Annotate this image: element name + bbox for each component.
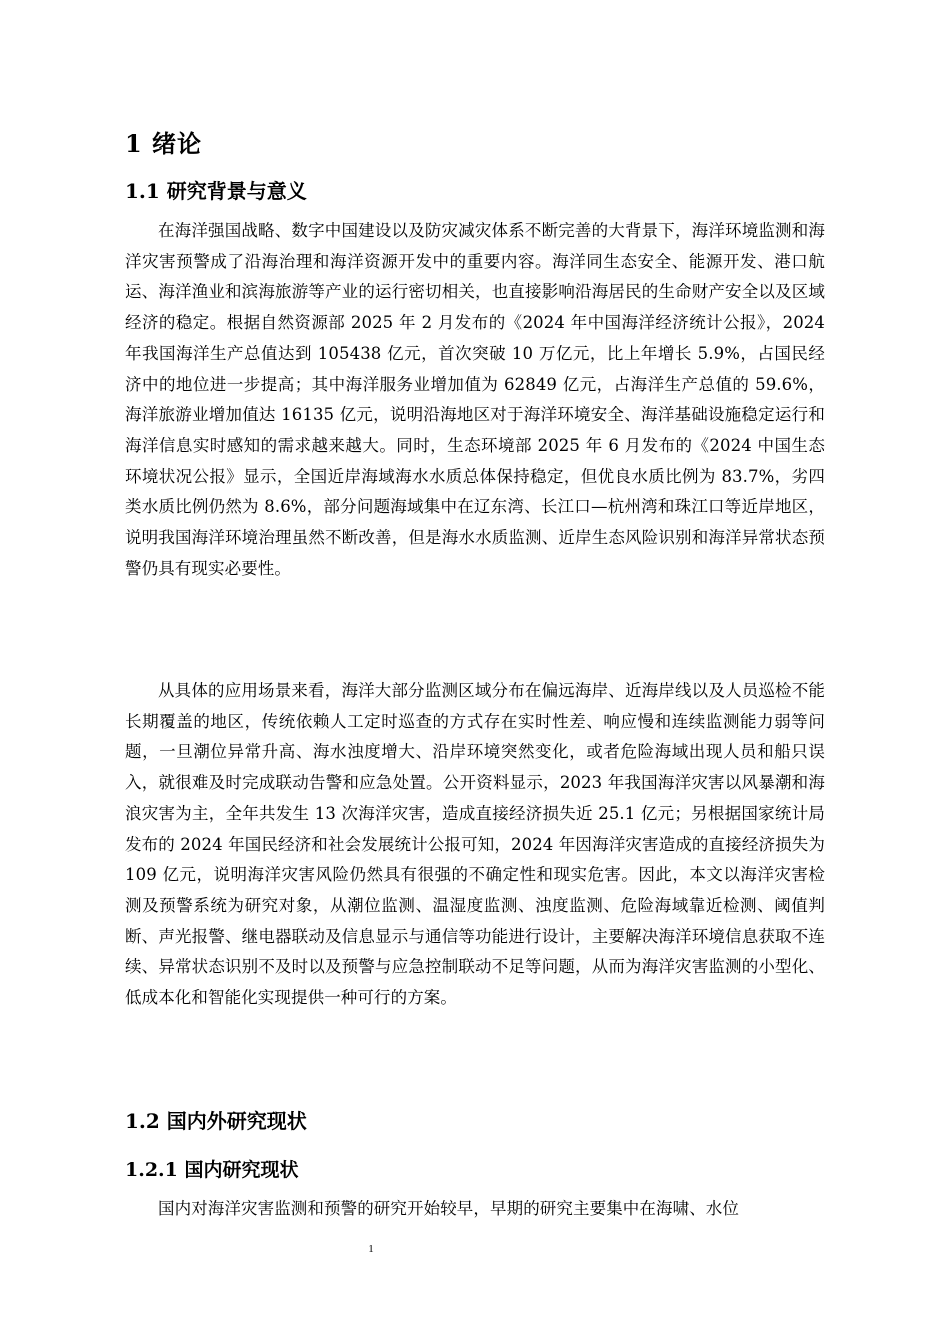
- page-number: 1: [368, 1243, 374, 1255]
- section-1-1-title: 1.1 研究背景与意义: [125, 179, 307, 203]
- body-paragraph: 从具体的应用场景来看，海洋大部分监测区域分布在偏远海岸、近海岸线以及人员巡检不能长期覆盖的地区，传统依赖人工定时巡查的方式存在实时性差、响应慢和连续监测能力弱等问题，一旦潮位异常升高、海水浊度增大、沿岸环境突然变化，或者危险海域出现人员和船只误入，就很难及时完成联动告警和应急处置。公开资料显示，2023 年我国海洋灾害以风暴潮和海浪灾害为主，全年共发生 13 次海洋灾害，造成直接经济损失近 25.1 亿元；另根据国家统计局发布的 2024 年国民经济和社会发展统计公报可知，2024 年因海洋灾害造成的直接经济损失为 109 亿元，说明海洋灾害风险仍然具有很强的不确定性和现实危害。因此，本文以海洋灾害检测及预警系统为研究对象，从潮位监测、温湿度监测、浊度监测、危险海域靠近检测、阈值判断、声光报警、继电器联动及信息显示与通信等功能进行设计，主要解决海洋环境信息获取不连续、异常状态识别不及时以及预警与应急控制联动不足等问题，从而为海洋灾害监测的小型化、低成本化和智能化实现提供一种可行的方案。: [125, 681, 825, 1008]
- body-paragraph: 国内对海洋灾害监测和预警的研究开始较早，早期的研究主要集中在海啸、水位: [158, 1199, 739, 1218]
- body-paragraph: 在海洋强国战略、数字中国建设以及防灾减灾体系不断完善的大背景下，海洋环境监测和海洋灾害预警成了沿海治理和海洋资源开发中的重要内容。海洋同生态安全、能源开发、港口航运、海洋渔业和滨海旅游等产业的运行密切相关，也直接影响沿海居民的生命财产安全以及区域经济的稳定。根据自然资源部 2025 年 2 月发布的《2024 年中国海洋经济统计公报》，2024 年我国海洋生产总值达到 105438 亿元，首次突破 10 万亿元，比上年增长 5.9%，占国民经济中的地位进一步提高；其中海洋服务业增加值为 62849 亿元，占海洋生产总值的 59.6%，海洋旅游业增加值达 16135 亿元，说明沿海地区对于海洋环境安全、海洋基础设施稳定运行和海洋信息实时感知的需求越来越大。同时，生态环境部 2025 年 6 月发布的《2024 中国生态环境状况公报》显示，全国近岸海域海水水质总体保持稳定，但优良水质比例为 83.7%，劣四类水质比例仍然为 8.6%，部分问题海域集中在辽东湾、长江口—杭州湾和珠江口等近岸地区，说明我国海洋环境治理虽然不断改善，但是海水水质监测、近岸生态风险识别和海洋异常状态预警仍具有现实必要性。: [125, 221, 825, 578]
- section-1-2-1-title: 1.2.1 国内研究现状: [125, 1159, 299, 1181]
- section-1-2-title: 1.2 国内外研究现状: [125, 1109, 307, 1133]
- chapter-title: 1 绪论: [125, 129, 203, 158]
